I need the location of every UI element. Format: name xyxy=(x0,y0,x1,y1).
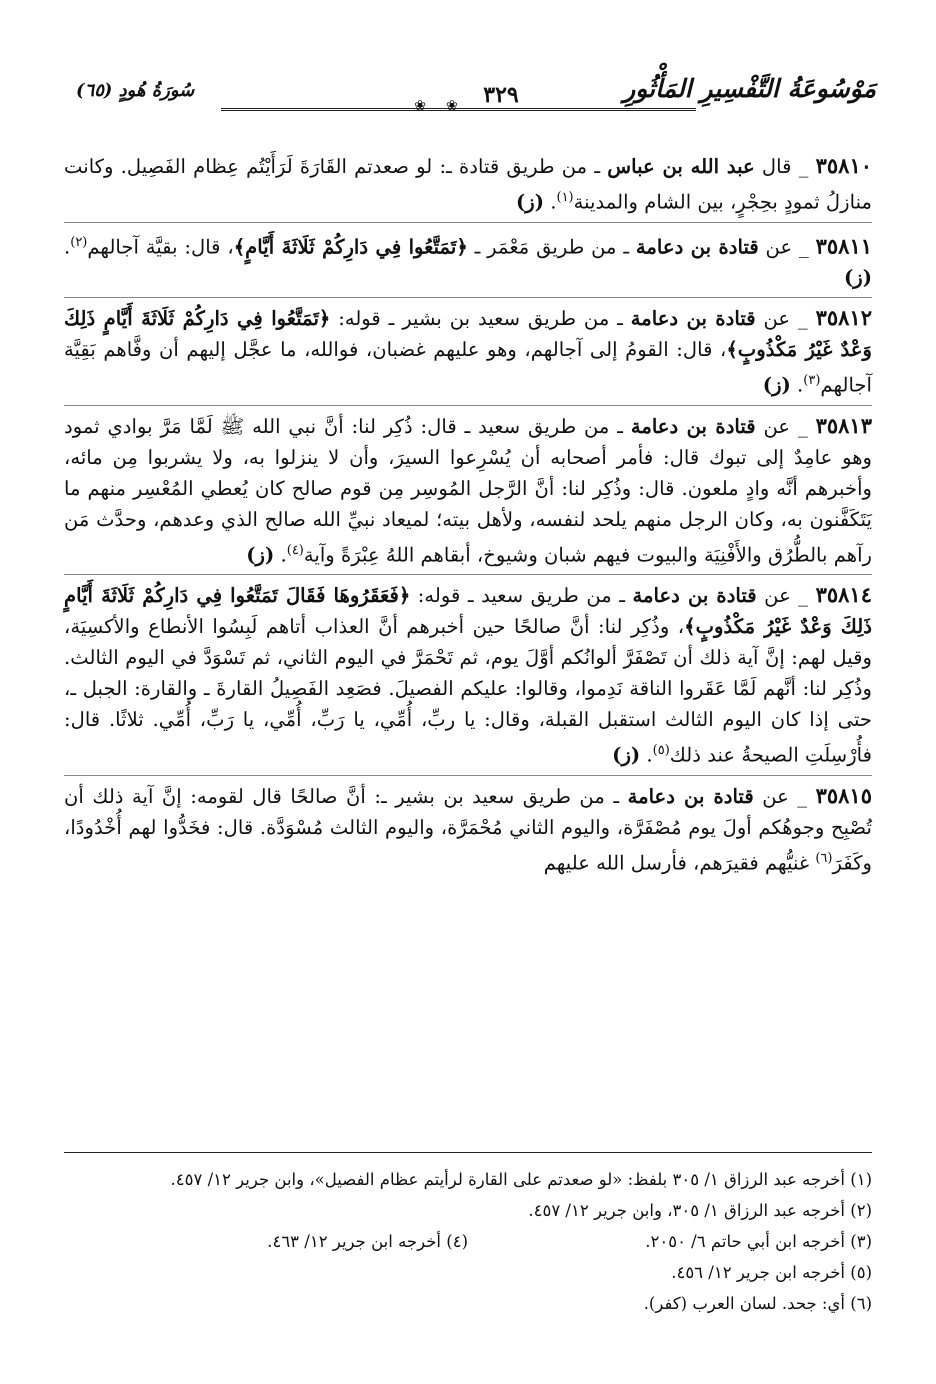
footnote-ref[interactable]: (٤) xyxy=(286,542,304,558)
surah-name: سُورَةُ هُودٍ (٦٥) xyxy=(76,80,195,101)
narration-text: ، وذُكِر لنا: أنَّ صالحًا حين أخبرهم أنَّ العذاب أتاهم لَبِسُوا الأنطاع والأكسِيَة، وقيل لهم: إنَّ آية ذلك أن تَصْفَرَّ ألوانُكم أوَّلَ يوم، ثم تَحْمَرَّ في اليوم الثاني، ثم تَسْوَدَّ في اليوم الثالث. وذُكِر لنا: أنَّهم لَمَّا عَقَروا الناقة نَدِموا، وقالوا: عليكم الفصيلَ. فصَعِد الفَصِيلُ القارةَ ـ والقارة: الجبل ـ، حتى إذا كان اليوم الثالث استقبل القبلة، وقال: يا ربِّ، أُمِّي، يا رَبِّ، أُمِّي، يا رَبِّ، أُمِّي. ثلاثًا. قال: فأُرْسِلَتِ الصيحةُ عند ذلك xyxy=(64,615,872,767)
quran-verse: ﴿فَعَقَرُوهَا فَقَالَ تَمَتَّعُوا فِي دَارِكُمْ ثَلَاثَةَ أَيَّامٍ ذَلِكَ وَعْدٌ غَيْرُ مَكْذُوبٍ﴾ xyxy=(64,584,872,639)
narrator-name: قتادة بن دعامة xyxy=(627,784,754,808)
narration-text: ، قال: بقيَّة آجالهم xyxy=(87,235,234,259)
narration-text: ـ من طريق سعيد بن بشير ـ قوله: xyxy=(330,307,631,331)
narration-text: غنيُّهم فقيرَهم، فأرسل الله عليهم xyxy=(543,851,816,875)
footnote-ref[interactable]: (٥) xyxy=(652,743,670,759)
quran-verse: ﴿تَمَتَّعُوا فِي دَارِكُمْ ثَلَاثَةَ أَيَّامٍ﴾ xyxy=(233,235,468,259)
book-title: مَوْسُوعَةُ التَّفْسِيرِ المَأْثُورِ xyxy=(623,74,876,103)
ornament-left-icon: ❀ xyxy=(446,98,458,114)
narration-number: ٣٥٨١١ xyxy=(815,233,873,259)
header-rule-right xyxy=(426,108,696,111)
narrator-name: عبد الله بن عباس xyxy=(607,155,755,178)
narration-entry xyxy=(64,302,872,406)
quran-verse: ﴿تَمَتَّعُوا فِي دَارِكُمْ ثَلَاثَةَ أَيَّامٍ ذَلِكَ وَعْدٌ غَيْرُ مَكْذُوبٍ﴾ xyxy=(64,307,872,362)
footnote-ref[interactable]: (٦) xyxy=(815,850,833,866)
footnote-3: (٣) أخرجه ابن أبي حاتم ٦/ ٢٠٥٠. xyxy=(645,1232,872,1251)
header-rule-left xyxy=(221,108,446,111)
narration-text: ، قال: القومُ إلى آجالهم، وهو عليهم غضبان، فوالله، ما عجَّل إليهم أن وفَّاهم بَقِيَّة آجالهم xyxy=(64,338,872,397)
footnote-ref[interactable]: (١) xyxy=(556,190,574,205)
narration-text: . xyxy=(640,743,653,767)
footnote-ref[interactable]: (٢) xyxy=(70,234,88,250)
narration-entry xyxy=(64,579,872,776)
narration-entry xyxy=(64,227,872,299)
footnote-2: (٢) أخرجه عبد الرزاق ١/ ٣٠٥، وابن جرير ١٢/ ٤٥٧. xyxy=(528,1201,872,1220)
narration-text: _ عن xyxy=(753,784,808,808)
footnote-6: (٦) أي: جحد. لسان العرب (كفر). xyxy=(643,1294,872,1313)
narration-number: ٣٥٨١٣ xyxy=(815,412,872,438)
narration-text: ـ من طريق مَعْمَر ـ xyxy=(467,235,636,259)
narration-text: ـ من طريق قتادة ـ: لو صعدتم القَارَةَ لَرَأَيْتُم عِظام الفَصِيل. وكانت منازلُ ثمودٍ بحِجْرٍ، بين الشام والمدينة xyxy=(64,155,872,214)
narration-number: ٣٥٨١٢ xyxy=(815,305,872,331)
narration-text: ـ من طريق سعيد ـ قال: ذُكِر لنا: أنَّ نبي الله ﷺ لَمَّا مَرَّ بوادي ثمود وهو عامِدٌ إلى تبوك قال: فأمر أصحابه أن يُسْرِعوا السيرَ، وأن لا ينزلوا به، ولا يشربوا مِن مائه، وأخبرهم أنَّه وادٍ ملعون. قال: وذُكِر لنا: أنَّ الرَّجل المُوسِر مِن قوم صالح كان يُعطي المُعْسِر منهم ما يَتَكَفَّنون به، وكان الرجل منهم يلحد لنفسه، ولأهل بيته؛ لميعاد نبيِّ الله صالح الذي وعدهم، وحدَّث مَن رآهم بالطُّرُق والأَفْنِيَة والبيوت فيهم شبان وشيوخ، أبقاهم اللهُ عِبْرَةً وآية xyxy=(64,414,872,567)
narration-text: . xyxy=(544,190,557,214)
narrator-name: قتادة بن دعامة xyxy=(630,414,756,438)
narration-text: _ قال xyxy=(754,155,809,178)
narration-text: _ عن xyxy=(758,235,809,259)
narration-text: . xyxy=(790,373,804,397)
symbol-zay: (ز) xyxy=(612,743,641,767)
narration-number: ٣٥٨١٥ xyxy=(815,782,872,808)
footnotes xyxy=(64,1164,872,1319)
narration-text: . xyxy=(64,235,71,259)
symbol-zay: (ز) xyxy=(762,373,791,397)
symbol-zay: (ز) xyxy=(843,266,872,290)
footnote-4: (٤) أخرجه ابن جرير ١٢/ ٤٦٣. xyxy=(267,1232,468,1251)
page-header xyxy=(76,70,876,120)
narrator-name: قتادة بن دعامة xyxy=(635,235,759,259)
footnote-5: (٥) أخرجه ابن جرير ١٢/ ٤٥٦. xyxy=(671,1263,872,1282)
ornament-right-icon: ❀ xyxy=(414,98,426,114)
footnote-row xyxy=(64,1226,872,1257)
narration-number: ٣٥٨١٠ xyxy=(815,153,873,178)
symbol-zay: (ز) xyxy=(516,190,545,214)
footnote-ref[interactable]: (٣) xyxy=(803,373,821,389)
narrator-name: قتادة بن دعامة xyxy=(632,584,757,608)
narration-text: . xyxy=(274,543,287,567)
narration-text: _ عن xyxy=(755,307,808,331)
narration-number: ٣٥٨١٤ xyxy=(815,582,872,608)
narration-text: _ عن xyxy=(756,584,809,608)
symbol-zay: (ز) xyxy=(246,543,275,567)
narration-text: ـ من طريق سعيد بن بشير ـ: أنَّ صالحًا قال لقومه: إنَّ آية ذلك أن تُصْبِح وجوهُكم أولَ يوم مُصْفَرَّة، واليوم الثاني مُحْمَرَّة، واليوم الثالث مُسْوَدَّة. قال: فخَدُّوا لهم أُخْدُودًا، وكَفَرَ xyxy=(64,784,872,875)
narration-text: ـ من طريق سعيد ـ قوله: xyxy=(410,584,633,608)
footnote-1: (١) أخرجه عبد الرزاق ١/ ٣٠٥ بلفظ: «لو صعدتم على القارة لرأيتم عظام الفصيل»، وابن جرير ١٢/ ٤٥٧. xyxy=(170,1170,872,1189)
narration-entry xyxy=(64,780,872,883)
narrator-name: قتادة بن دعامة xyxy=(630,307,756,331)
narration-entry xyxy=(64,410,872,576)
narration-text: _ عن xyxy=(755,414,808,438)
main-text xyxy=(64,150,872,886)
narration-entry xyxy=(64,150,872,223)
page-number: ٣٢٩ xyxy=(483,82,519,108)
footnote-divider xyxy=(64,1152,872,1153)
